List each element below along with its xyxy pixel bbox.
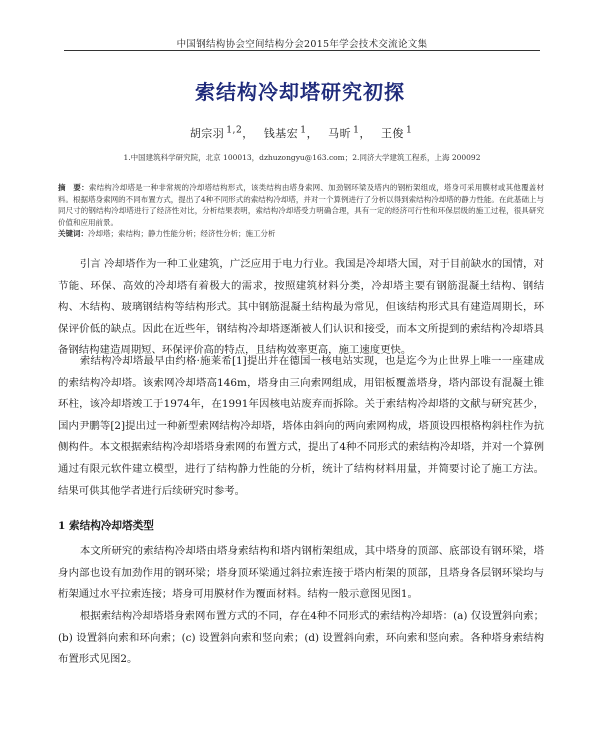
header-rule [64,50,540,51]
running-header: 中国钢结构协会空间结构分会2015年学会技术交流论文集 [176,39,428,50]
keywords-label: 关键词： [58,229,88,238]
author: 王俊 $^1$ [380,124,413,140]
abstract-text: 索结构冷却塔是一种非常规的冷却塔结构形式，该类结构由塔身索网、加劲钢环梁及塔内的钢桁架组成，塔身可采用膜材或其他覆盖材料。根据塔身索网的不同布置方式，提出了4种不同形式的索结构冷却塔，并对一个算例进行了分析以得到索结构冷却塔的静力性能。在此基础上与同尺寸的钢结构冷却塔进行了经济性对比，分析结果表明，索结构冷却塔受力明确合理，具有一定的经济可行性和环保层级的施工过程，很具研究价值和应用前景。 [58,183,545,227]
body-paragraph: 本文所研究的索结构冷却塔由塔身索结构和塔内钢桁架组成，其中塔身的顶部、底部设有钢环梁，塔身内部也设有加劲作用的钢环梁；塔身顶环梁通过斜拉索连接于塔内桁架的顶部，且塔身各层钢环梁均与桁架通过水平拉索连接；塔身可用膜材作为覆面材料。结构一般示意图见图1。 [58,545,544,601]
abstract-label: 摘 要： [58,183,89,192]
author-list [0,124,600,141]
body-paragraph: 引言 冷却塔作为一种工业建筑，广泛应用于电力行业。我国是冷却塔大国，对于目前缺水的国情，对节能、环保、高效的冷却塔有着极大的需求，按照建筑材料分类，冷却塔主要有钢筋混凝土结构、钢结构、木结构、玻璃钢结构等结构形式。其中钢筋混凝土结构最为常见，但该结构形式具有建造周期长，环保评价低的缺点。因此在近些年，钢结构冷却塔逐渐被人们认识和接受，而本文所提到的索结构冷却塔具备钢结构建造周期短、环保评价高的特点，且结构效率更高，施工速度更快。 [58,258,544,357]
section-heading: 1 索结构冷却塔类型 [58,520,154,532]
author: 胡宗羽 $^{1,2}$， [189,124,254,140]
abstract [58,182,544,228]
paper-title: 索结构冷却塔研究初探 [195,80,405,104]
affiliations: 1.中国建筑科学研究院，北京 100013，dzhuzongyu@163.com；2.同济大学建筑工程系，上海 200092 [123,153,481,162]
keywords [58,228,544,239]
author: 马昕 $^1$， [328,124,371,140]
body-paragraph: 索结构冷却塔最早由约格·施莱希[1]提出并在德国一核电站实现，也是迄今为止世界上唯一一座建成的索结构冷却塔。该索网冷却塔高146m，塔身由三向索网组成，用铝板覆盖塔身，塔内部设有混凝土锥环柱，该冷却塔竣工于1974年，在1991年因核电站废弃而拆除。关于索结构冷却塔的文献与研究甚少，国内尹鹏等[2]提出过一种新型索网结构冷却塔，塔体由斜向的两向索网构成，塔顶设四根格构斜柱作为抗侧构件。本文根据索结构冷却塔塔身索网的布置方式，提出了4种不同形式的索结构冷却塔，并对一个算例通过有限元软件建立模型，进行了结构静力性能的分析，统计了结构材料用量，并简要讨论了施工方法。结果可供其他学者进行后续研究时参考。 [58,355,544,497]
keywords-text: 冷却塔；索结构；静力性能分析；经济性分析；施工分析 [88,229,276,238]
body-paragraph: 根据索结构冷却塔塔身索网布置方式的不同，存在4种不同形式的索结构冷却塔：(a) 仅设置斜向索；(b) 设置斜向索和环向索；(c) 设置斜向索和竖向索；(d) 设置斜向索，环向索和竖向索。各种塔身索结构布置形式见图2。 [58,610,544,666]
author: 钱基宏 $^1$， [263,124,319,140]
